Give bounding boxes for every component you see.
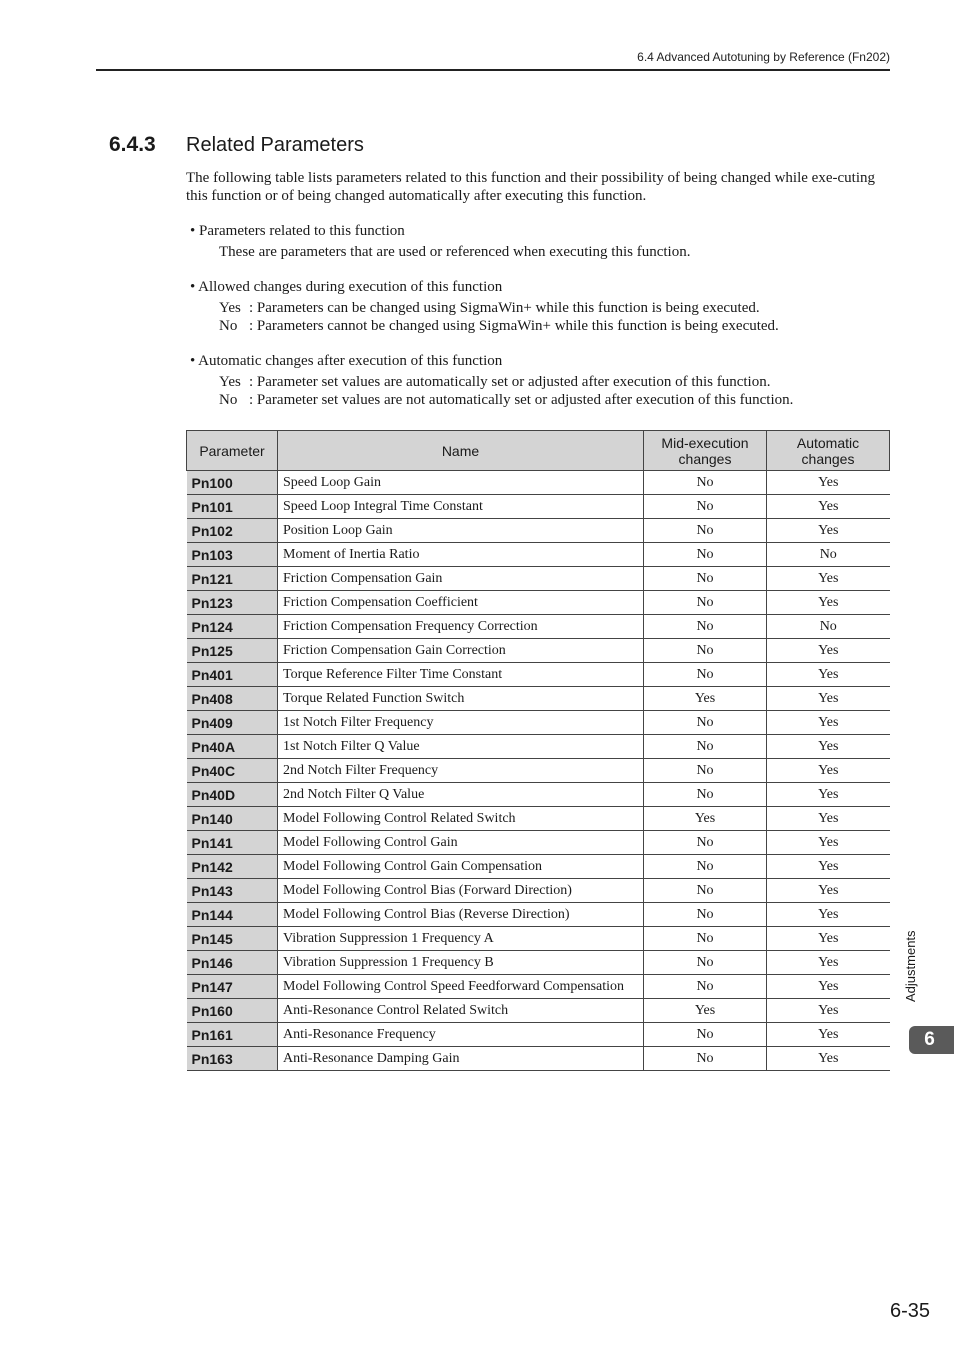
cell-automatic: Yes	[767, 975, 890, 999]
cell-name: 1st Notch Filter Frequency	[278, 711, 644, 735]
cell-parameter: Pn121	[187, 567, 278, 591]
cell-parameter: Pn40D	[187, 783, 278, 807]
cell-parameter: Pn142	[187, 855, 278, 879]
cell-name: Anti-Resonance Damping Gain	[278, 1047, 644, 1071]
cell-parameter: Pn123	[187, 591, 278, 615]
table-row	[187, 735, 890, 759]
cell-mid-execution: No	[644, 735, 767, 759]
table-row	[187, 591, 890, 615]
cell-automatic: Yes	[767, 639, 890, 663]
cell-parameter: Pn144	[187, 903, 278, 927]
table-row	[187, 783, 890, 807]
header-automatic	[767, 431, 890, 471]
cell-automatic: Yes	[767, 807, 890, 831]
cell-parameter: Pn103	[187, 543, 278, 567]
header-auto-line1: Automatic	[796, 434, 860, 451]
cell-parameter: Pn40A	[187, 735, 278, 759]
table-row	[187, 711, 890, 735]
yes-key: Yes	[219, 300, 241, 316]
cell-mid-execution: No	[644, 783, 767, 807]
bullet-related-label: • Parameters related to this function	[190, 223, 405, 239]
table-body	[187, 471, 890, 1071]
cell-parameter: Pn163	[187, 1047, 278, 1071]
cell-automatic: Yes	[767, 519, 890, 543]
header-mid-line2: changes	[678, 450, 732, 467]
yes-text: : Parameter set values are automatically set or adjusted after execution of this function.	[249, 374, 771, 390]
running-header: 6.4 Advanced Autotuning by Reference (Fn202)	[637, 50, 890, 64]
cell-automatic: Yes	[767, 1023, 890, 1047]
cell-name: 1st Notch Filter Q Value	[278, 735, 644, 759]
chapter-tab: 6	[909, 1026, 954, 1054]
cell-name: Anti-Resonance Frequency	[278, 1023, 644, 1047]
cell-name: Moment of Inertia Ratio	[278, 543, 644, 567]
header-mid-line1: Mid-execution	[661, 434, 749, 451]
section-number: 6.4.3	[109, 133, 156, 156]
cell-name: Torque Related Function Switch	[278, 687, 644, 711]
table-row	[187, 879, 890, 903]
cell-mid-execution: No	[644, 1023, 767, 1047]
cell-name: 2nd Notch Filter Q Value	[278, 783, 644, 807]
table-row	[187, 663, 890, 687]
cell-parameter: Pn102	[187, 519, 278, 543]
cell-automatic: Yes	[767, 831, 890, 855]
cell-automatic: Yes	[767, 783, 890, 807]
cell-automatic: Yes	[767, 687, 890, 711]
cell-automatic: Yes	[767, 471, 890, 495]
cell-parameter: Pn401	[187, 663, 278, 687]
cell-mid-execution: No	[644, 471, 767, 495]
table-row	[187, 519, 890, 543]
cell-mid-execution: Yes	[644, 999, 767, 1023]
parameters-table	[186, 430, 890, 1071]
table-row	[187, 471, 890, 495]
cell-mid-execution: No	[644, 543, 767, 567]
cell-mid-execution: No	[644, 927, 767, 951]
cell-mid-execution: Yes	[644, 807, 767, 831]
cell-parameter: Pn125	[187, 639, 278, 663]
cell-name: Model Following Control Speed Feedforward Compensation	[278, 975, 644, 999]
table-row	[187, 1047, 890, 1071]
cell-parameter: Pn143	[187, 879, 278, 903]
header-auto-line2: changes	[801, 450, 855, 467]
cell-parameter: Pn145	[187, 927, 278, 951]
cell-parameter: Pn141	[187, 831, 278, 855]
cell-automatic: Yes	[767, 903, 890, 927]
cell-parameter: Pn409	[187, 711, 278, 735]
cell-name: Friction Compensation Coefficient	[278, 591, 644, 615]
cell-automatic: No	[767, 543, 890, 567]
cell-name: Model Following Control Bias (Reverse Direction)	[278, 903, 644, 927]
table-row	[187, 903, 890, 927]
bullet-automatic-label: • Automatic changes after execution of this function	[190, 353, 503, 369]
cell-name: Anti-Resonance Control Related Switch	[278, 999, 644, 1023]
intro-paragraph: The following table lists parameters related to this function and their possibility of being changed while exe-cuting this function or of being changed automatically after executing this function.	[186, 170, 875, 204]
cell-mid-execution: No	[644, 975, 767, 999]
section-heading	[109, 133, 364, 157]
cell-parameter: Pn160	[187, 999, 278, 1023]
cell-parameter: Pn408	[187, 687, 278, 711]
page-number: 6-35	[889, 1300, 930, 1322]
side-label: Adjustments	[903, 930, 918, 1002]
cell-name: Torque Reference Filter Time Constant	[278, 663, 644, 687]
cell-mid-execution: No	[644, 639, 767, 663]
cell-parameter: Pn140	[187, 807, 278, 831]
cell-mid-execution: No	[644, 951, 767, 975]
cell-mid-execution: No	[644, 663, 767, 687]
cell-mid-execution: No	[644, 495, 767, 519]
cell-name: Position Loop Gain	[278, 519, 644, 543]
table-row	[187, 567, 890, 591]
cell-automatic: Yes	[767, 663, 890, 687]
cell-parameter: Pn146	[187, 951, 278, 975]
cell-mid-execution: No	[644, 831, 767, 855]
cell-name: Speed Loop Integral Time Constant	[278, 495, 644, 519]
table-header-row	[187, 431, 890, 471]
cell-mid-execution: No	[644, 855, 767, 879]
cell-mid-execution: Yes	[644, 687, 767, 711]
cell-mid-execution: No	[644, 1047, 767, 1071]
table-row	[187, 759, 890, 783]
bullet-related	[190, 222, 690, 261]
table-row	[187, 639, 890, 663]
cell-automatic: Yes	[767, 711, 890, 735]
yes-key: Yes	[219, 374, 241, 390]
cell-automatic: Yes	[767, 567, 890, 591]
cell-name: Speed Loop Gain	[278, 471, 644, 495]
cell-automatic: Yes	[767, 879, 890, 903]
table-row	[187, 855, 890, 879]
cell-parameter: Pn100	[187, 471, 278, 495]
table-row	[187, 927, 890, 951]
cell-name: Friction Compensation Gain Correction	[278, 639, 644, 663]
cell-mid-execution: No	[644, 567, 767, 591]
cell-automatic: Yes	[767, 855, 890, 879]
cell-name: Model Following Control Bias (Forward Direction)	[278, 879, 644, 903]
cell-mid-execution: No	[644, 711, 767, 735]
table-row	[187, 1023, 890, 1047]
cell-parameter: Pn124	[187, 615, 278, 639]
header-mid-execution	[644, 431, 767, 471]
table-row	[187, 615, 890, 639]
cell-automatic: No	[767, 615, 890, 639]
bullet-allowed-label: • Allowed changes during execution of this function	[190, 279, 503, 295]
cell-mid-execution: No	[644, 879, 767, 903]
cell-name: Friction Compensation Frequency Correction	[278, 615, 644, 639]
cell-automatic: Yes	[767, 999, 890, 1023]
table-row	[187, 999, 890, 1023]
header-parameter: Parameter	[187, 431, 278, 471]
table-row	[187, 495, 890, 519]
cell-automatic: Yes	[767, 495, 890, 519]
cell-name: Friction Compensation Gain	[278, 567, 644, 591]
no-key: No	[219, 392, 238, 408]
cell-name: 2nd Notch Filter Frequency	[278, 759, 644, 783]
table-row	[187, 975, 890, 999]
table-row	[187, 807, 890, 831]
cell-name: Model Following Control Gain	[278, 831, 644, 855]
header-rule	[96, 69, 890, 71]
cell-mid-execution: No	[644, 519, 767, 543]
no-key: No	[219, 318, 238, 334]
bullet-allowed-no	[190, 317, 779, 335]
bullet-automatic-yes	[190, 373, 793, 391]
cell-mid-execution: No	[644, 759, 767, 783]
cell-automatic: Yes	[767, 1047, 890, 1071]
table-row	[187, 687, 890, 711]
bullet-automatic-no	[190, 391, 793, 409]
cell-parameter: Pn161	[187, 1023, 278, 1047]
cell-mid-execution: No	[644, 615, 767, 639]
cell-parameter: Pn147	[187, 975, 278, 999]
table-row	[187, 831, 890, 855]
cell-name: Vibration Suppression 1 Frequency B	[278, 951, 644, 975]
bullet-allowed	[190, 278, 779, 335]
cell-mid-execution: No	[644, 903, 767, 927]
cell-automatic: Yes	[767, 759, 890, 783]
section-title: Related Parameters	[186, 134, 364, 156]
no-text: : Parameter set values are not automatically set or adjusted after execution of this function.	[249, 392, 794, 408]
table-row	[187, 951, 890, 975]
bullet-automatic	[190, 352, 793, 409]
cell-mid-execution: No	[644, 591, 767, 615]
cell-parameter: Pn101	[187, 495, 278, 519]
cell-parameter: Pn40C	[187, 759, 278, 783]
table-row	[187, 543, 890, 567]
header-name: Name	[278, 431, 644, 471]
cell-automatic: Yes	[767, 927, 890, 951]
cell-automatic: Yes	[767, 735, 890, 759]
yes-text: : Parameters can be changed using SigmaWin+ while this function is being executed.	[249, 300, 760, 316]
cell-name: Vibration Suppression 1 Frequency A	[278, 927, 644, 951]
cell-name: Model Following Control Gain Compensation	[278, 855, 644, 879]
no-text: : Parameters cannot be changed using SigmaWin+ while this function is being executed.	[249, 318, 779, 334]
cell-automatic: Yes	[767, 591, 890, 615]
bullet-related-desc: These are parameters that are used or referenced when executing this function.	[219, 244, 691, 260]
cell-name: Model Following Control Related Switch	[278, 807, 644, 831]
cell-automatic: Yes	[767, 951, 890, 975]
bullet-allowed-yes	[190, 299, 779, 317]
